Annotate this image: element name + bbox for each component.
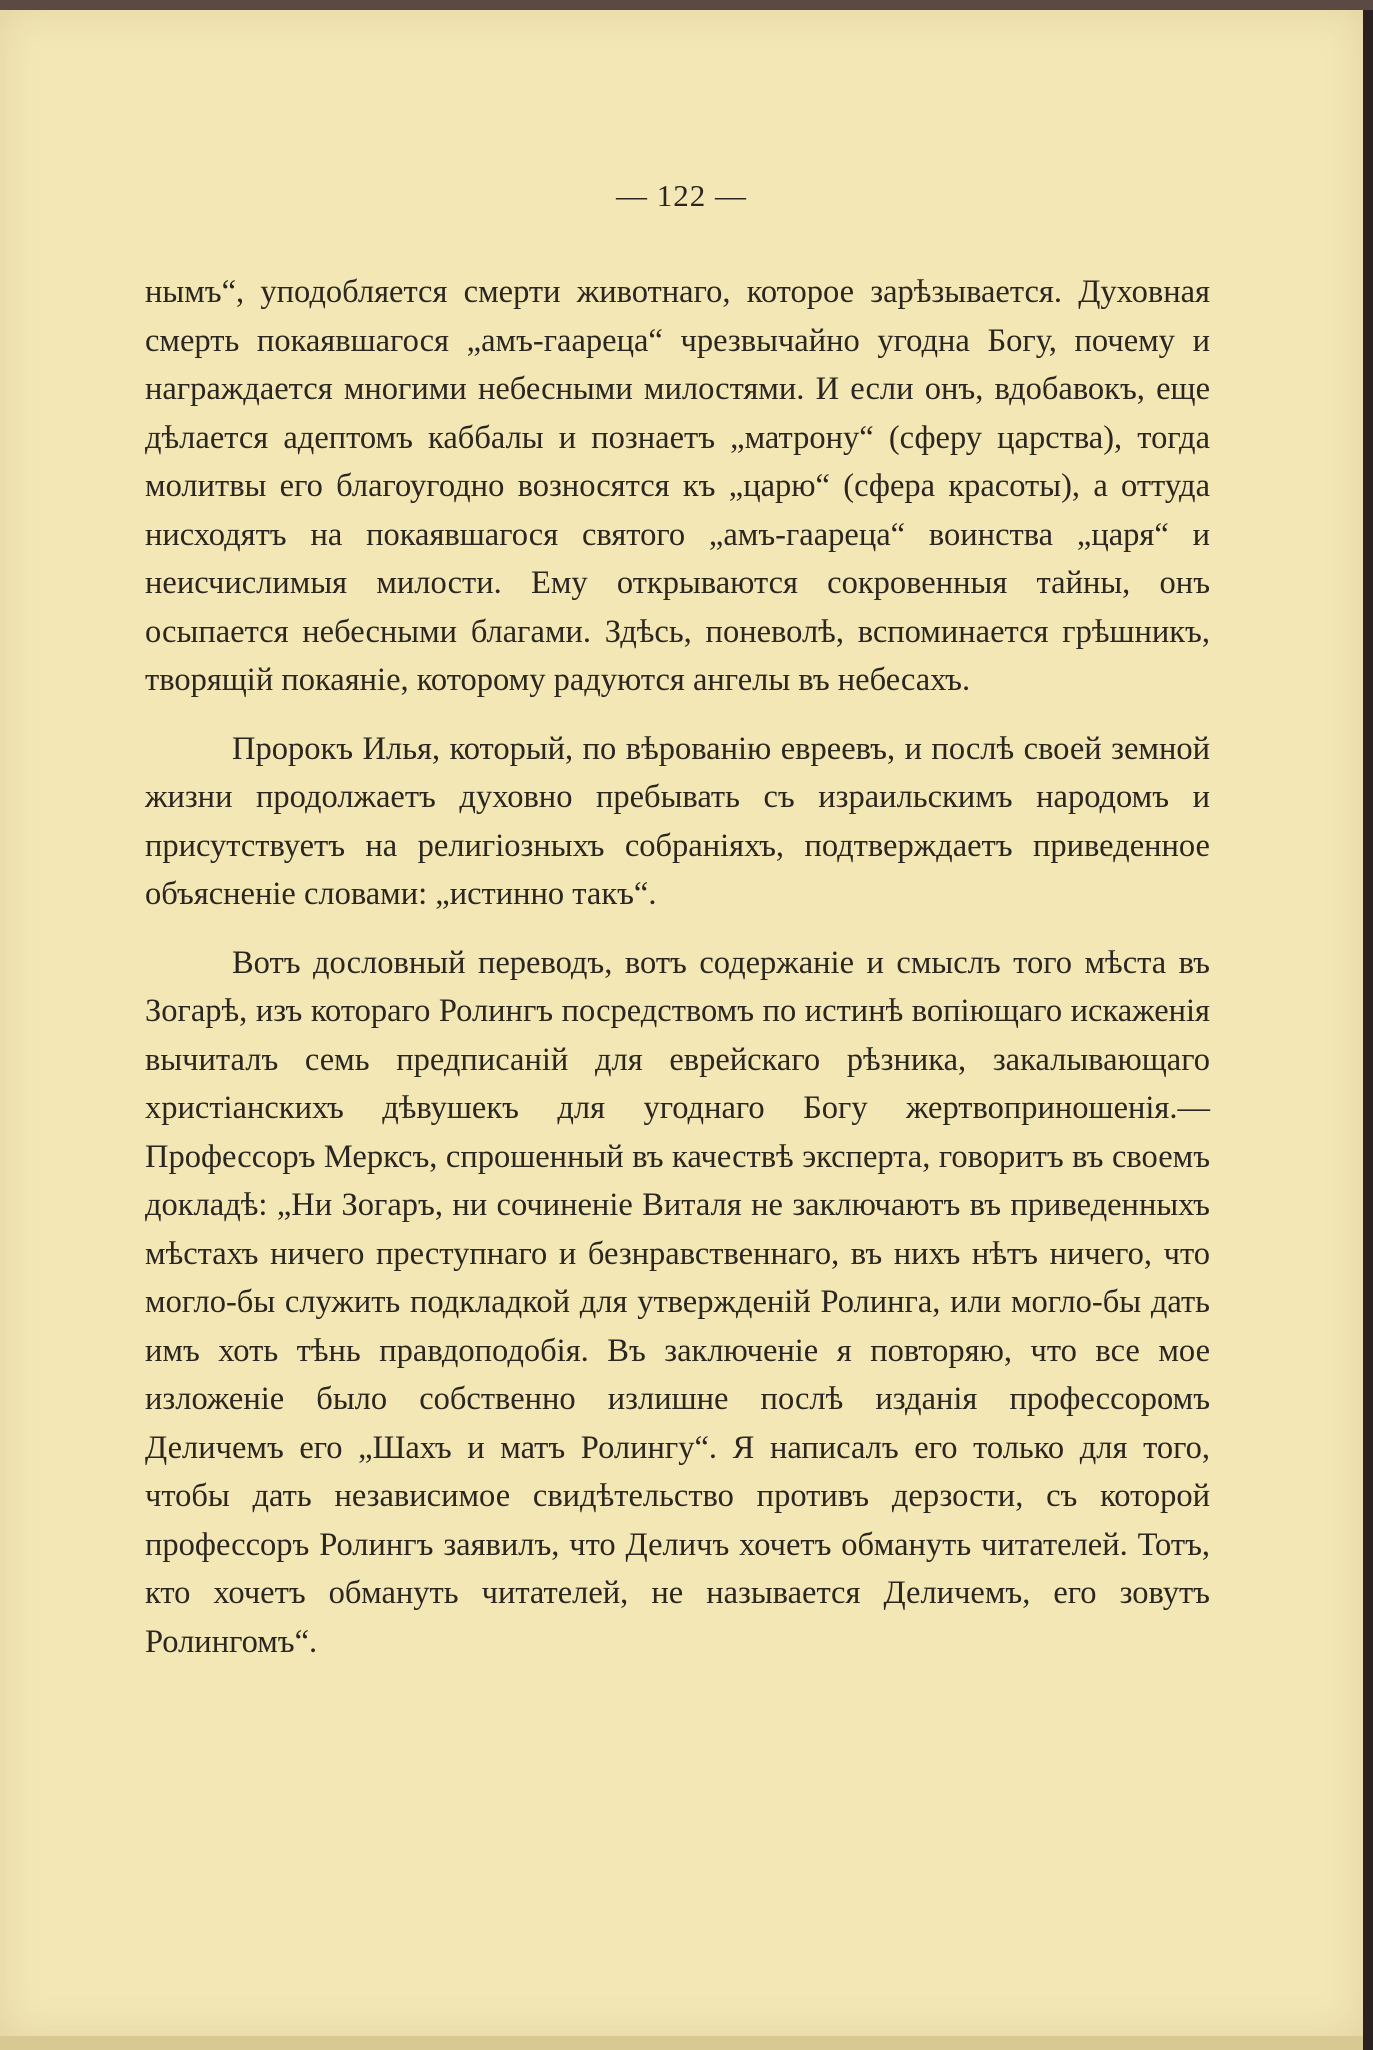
scan-right-edge [1363, 10, 1373, 2050]
book-page [0, 10, 1363, 2036]
scan-bottom-edge [0, 2036, 1363, 2050]
body-text [145, 268, 1210, 1666]
scan-top-edge [0, 0, 1373, 10]
paragraph-3: Вотъ дословный переводъ, вотъ содержаніе и смыслъ того мѣста въ Зогарѣ, изъ котораго Ролингъ посредствомъ по истинѣ вопіющаго искаженія вычиталъ семь предписаній для еврейскаго рѣзника, закалывающаго христіанскихъ дѣвушекъ для угоднаго Богу жертвоприношенія.—Профессоръ Мерксъ, спрошенный въ качествѣ эксперта, говоритъ въ своемъ докладѣ: „Ни Зогаръ, ни сочиненіе Виталя не заключаютъ въ приведенныхъ мѣстахъ ничего преступнаго и безнравственнаго, въ нихъ нѣтъ ничего, что могло-бы служить подкладкой для утвержденій Ролинга, или могло-бы дать имъ хоть тѣнь правдоподобія. Въ заключеніе я повторяю, что все мое изложеніе было собственно излишне послѣ изданія профессоромъ Деличемъ его „Шахъ и матъ Ролингу“. Я написалъ его только для того, чтобы дать независимое свидѣтельство противъ дерзости, съ которой профессоръ Ролингъ заявилъ, что Деличъ хочетъ обмануть читателей. Тотъ, кто хочетъ обмануть читателей, не называется Деличемъ, его зовутъ Ролингомъ“. [145, 944, 1210, 1660]
paragraph-1: нымъ“, уподобляется смерти животнаго, которое зарѣзывается. Духовная смерть покаявшагося „амъ-гаареца“ чрезвычайно угодна Богу, почему и награждается многими небесными милостями. И если онъ, вдобавокъ, еще дѣлается адептомъ каббалы и познаетъ „матрону“ (сферу царства), тогда молитвы его благоугодно возносятся къ „царю“ (сфера красоты), а оттуда нисходятъ на покаявшагося святого „амъ-гаареца“ воинства „царя“ и неисчислимыя милости. Ему открываются сокровенныя тайны, онъ осыпается небесными благами. Здѣсь, поневолѣ, вспоминается грѣшникъ, творящій покаяніе, которому радуются ангелы въ небесахъ. [145, 274, 1210, 698]
paragraph-2: Пророкъ Илья, который, по вѣрованію евреевъ, и послѣ своей земной жизни продолжаетъ духовно пребывать съ израильскимъ народомъ и присутствуетъ на религіозныхъ собраніяхъ, подтверждаетъ приведенное объясненіе словами: „истинно такъ“. [145, 730, 1210, 912]
page-number: — 122 — [616, 178, 747, 213]
